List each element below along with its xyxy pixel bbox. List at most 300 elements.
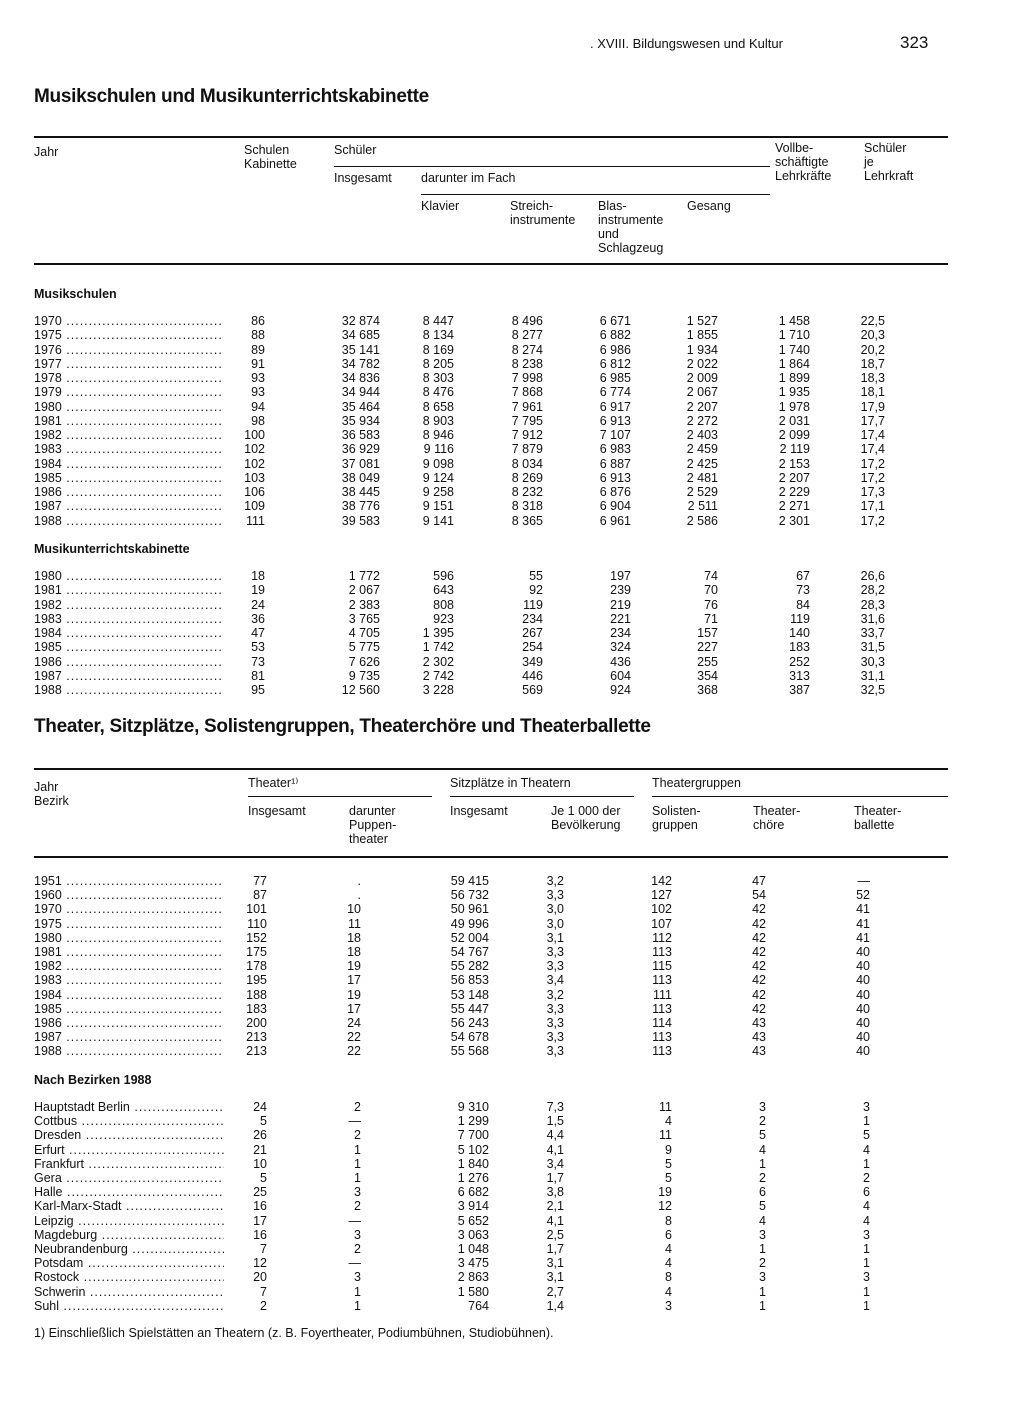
table-cell: 55 447 bbox=[450, 1001, 489, 1016]
table-cell: 3,0 bbox=[546, 916, 564, 931]
row-label: 1988 ..... bbox=[34, 1044, 224, 1058]
t1-section-musikschulen: Musikschulen bbox=[34, 287, 117, 301]
table-cell: 4 bbox=[863, 1199, 870, 1214]
table-row bbox=[0, 683, 1024, 697]
row-label: Leipzig ..... bbox=[34, 1214, 224, 1228]
table-cell: 18,3 bbox=[860, 371, 885, 385]
table-cell: 37 081 bbox=[341, 456, 380, 471]
table-cell: 49 996 bbox=[450, 916, 489, 931]
table-cell: 19 bbox=[347, 987, 361, 1002]
table-cell: 11 bbox=[348, 916, 361, 931]
table-row bbox=[0, 874, 1024, 888]
table-row bbox=[0, 598, 1024, 612]
table-row bbox=[0, 655, 1024, 669]
table-cell: — bbox=[348, 1256, 361, 1271]
table-cell: 3 bbox=[863, 1227, 870, 1242]
table-cell: 40 bbox=[856, 945, 870, 959]
table-cell: 1 bbox=[863, 1156, 870, 1171]
table-row bbox=[0, 988, 1024, 1002]
table-cell: 10 bbox=[347, 902, 361, 917]
table-cell: 17,4 bbox=[860, 428, 885, 442]
table-cell: 5 775 bbox=[348, 640, 380, 655]
t2-gruppen-rule bbox=[652, 796, 948, 797]
table-cell: 6 913 bbox=[599, 470, 631, 485]
table-cell: 100 bbox=[244, 428, 265, 442]
row-label: Neubrandenburg ..... bbox=[34, 1242, 224, 1256]
table-row bbox=[0, 328, 1024, 342]
table-cell: 17,2 bbox=[860, 456, 885, 471]
table-cell: 1 864 bbox=[778, 356, 810, 371]
table-cell: 7 961 bbox=[511, 399, 543, 414]
row-label: 1970 ..... bbox=[34, 902, 224, 916]
table-cell: 3 bbox=[354, 1227, 361, 1242]
table-cell: 42 bbox=[752, 930, 766, 945]
row-label: 1980 ..... bbox=[34, 400, 224, 414]
row-label: 1970 ..... bbox=[34, 314, 224, 328]
table-cell: 5 102 bbox=[457, 1142, 489, 1157]
table-cell: 19 bbox=[658, 1185, 672, 1200]
table-cell: 1 458 bbox=[778, 314, 810, 328]
table-cell: 38 049 bbox=[341, 470, 380, 485]
table-cell: 89 bbox=[251, 342, 265, 357]
table-cell: 87 bbox=[253, 888, 267, 903]
table-cell: 2 459 bbox=[686, 442, 718, 457]
t2-head-choere: Theater- chöre bbox=[753, 804, 801, 832]
table-row bbox=[0, 888, 1024, 902]
table-cell: 6 682 bbox=[457, 1185, 489, 1200]
table-cell: 1 934 bbox=[686, 342, 718, 357]
table-cell: 7 868 bbox=[511, 385, 543, 400]
table-cell: 4 bbox=[863, 1213, 870, 1228]
table-cell: 1 395 bbox=[422, 626, 454, 640]
table-cell: 34 685 bbox=[341, 328, 380, 343]
table-cell: 195 bbox=[246, 973, 267, 988]
table-cell: 9 151 bbox=[422, 499, 454, 514]
table-cell: 8 269 bbox=[511, 470, 543, 485]
table-cell: 3,1 bbox=[546, 1256, 564, 1271]
table-cell: 3 bbox=[354, 1270, 361, 1285]
row-label: Magdeburg ..... bbox=[34, 1228, 224, 1242]
table-cell: 22 bbox=[347, 1030, 361, 1045]
table-row bbox=[0, 385, 1024, 399]
table-cell: 9 124 bbox=[422, 470, 454, 485]
table-cell: 127 bbox=[651, 888, 672, 903]
table-cell: 923 bbox=[433, 611, 454, 626]
table-cell: 113 bbox=[652, 945, 672, 959]
table-row bbox=[0, 569, 1024, 583]
t1-head-schueler: Schüler bbox=[334, 143, 377, 157]
table-cell: 8 658 bbox=[422, 399, 454, 414]
table-cell: 56 243 bbox=[450, 1016, 489, 1030]
table-cell: 1 855 bbox=[686, 328, 718, 343]
table-cell: 2 586 bbox=[686, 513, 718, 528]
table-cell: 19 bbox=[347, 959, 361, 974]
table-cell: 178 bbox=[246, 959, 267, 974]
table-cell: 2 bbox=[354, 1242, 361, 1256]
table-cell: 8 903 bbox=[422, 413, 454, 428]
table-cell: 24 bbox=[253, 1100, 267, 1114]
t1-head-blas: Blas- instrumente und Schlagzeug bbox=[598, 199, 664, 255]
table-cell: 7 700 bbox=[457, 1128, 489, 1143]
table-cell: 3 bbox=[759, 1100, 766, 1114]
table-cell: 40 bbox=[856, 973, 870, 988]
row-label: 1981 ..... bbox=[34, 414, 224, 428]
table-cell: 113 bbox=[652, 1044, 672, 1059]
table-row bbox=[0, 1256, 1024, 1270]
row-label: 1986 ..... bbox=[34, 655, 224, 669]
table-cell: 8 232 bbox=[511, 485, 543, 499]
table-cell: 8 365 bbox=[511, 513, 543, 528]
table-cell: 1 bbox=[354, 1298, 361, 1313]
row-label: 1951 ..... bbox=[34, 874, 224, 888]
row-label: 1984 ..... bbox=[34, 988, 224, 1002]
row-label: Rostock ..... bbox=[34, 1270, 224, 1284]
table-row bbox=[0, 1270, 1024, 1284]
row-label: 1986 ..... bbox=[34, 1016, 224, 1030]
table-row bbox=[0, 1030, 1024, 1044]
t1-head-jahr: Jahr bbox=[34, 145, 59, 159]
table-cell: 32,5 bbox=[860, 683, 885, 697]
row-label: 1985 ..... bbox=[34, 1002, 224, 1016]
table-cell: 7 998 bbox=[511, 371, 543, 385]
table-cell: 596 bbox=[433, 569, 454, 583]
table-cell: 267 bbox=[522, 626, 543, 640]
table-cell: 111 bbox=[245, 513, 265, 528]
row-label: 1987 ..... bbox=[34, 1030, 224, 1044]
table-cell: 2 bbox=[759, 1171, 766, 1185]
table-cell: 34 944 bbox=[341, 385, 380, 400]
table-cell: 92 bbox=[529, 583, 543, 598]
table-cell: 213 bbox=[246, 1030, 267, 1045]
table-cell: 1 bbox=[863, 1284, 870, 1299]
table-cell: 31,5 bbox=[860, 640, 885, 655]
table-row bbox=[0, 1199, 1024, 1213]
table-cell: 368 bbox=[697, 683, 718, 697]
table-cell: 115 bbox=[652, 959, 672, 974]
table-cell: 8 169 bbox=[422, 342, 454, 357]
table-cell: 2 272 bbox=[686, 413, 718, 428]
row-label: 1981 ..... bbox=[34, 945, 224, 959]
table-cell: 1 bbox=[354, 1142, 361, 1157]
table-cell: 349 bbox=[522, 654, 543, 669]
table-cell: 2 403 bbox=[686, 428, 718, 442]
table-cell: 8 496 bbox=[511, 314, 543, 328]
table2-title: Theater, Sitzplätze, Solistengruppen, Theaterchöre und Theaterballette bbox=[34, 716, 651, 737]
table-row bbox=[0, 1228, 1024, 1242]
table-cell: 5 bbox=[665, 1171, 672, 1185]
table-cell: 808 bbox=[433, 597, 454, 612]
table-cell: 112 bbox=[652, 930, 672, 945]
table-cell: 54 678 bbox=[450, 1030, 489, 1045]
t2-theater-rule bbox=[248, 796, 432, 797]
table-cell: 28,2 bbox=[860, 583, 885, 598]
table-cell: 70 bbox=[704, 583, 718, 598]
table-cell: 36 929 bbox=[341, 442, 380, 457]
row-label: 1982 ..... bbox=[34, 428, 224, 442]
t2-sitz-rule bbox=[450, 796, 634, 797]
table-cell: 3 bbox=[863, 1270, 870, 1285]
table-cell: 9 735 bbox=[348, 668, 380, 683]
table-cell: 35 934 bbox=[341, 413, 380, 428]
table-cell: 71 bbox=[704, 611, 718, 626]
table-cell: 227 bbox=[697, 640, 718, 655]
row-label: 1981 ..... bbox=[34, 583, 224, 597]
table-cell: 4,1 bbox=[546, 1213, 564, 1228]
table-cell: 7,3 bbox=[546, 1100, 564, 1114]
table-cell: 1 527 bbox=[686, 314, 718, 328]
table-cell: 3 475 bbox=[457, 1256, 489, 1271]
table-cell: 36 bbox=[251, 611, 265, 626]
page-number: 323 bbox=[900, 33, 929, 52]
row-label: 1979 ..... bbox=[34, 385, 224, 399]
table-cell: 436 bbox=[610, 654, 631, 669]
table-cell: 140 bbox=[789, 626, 810, 640]
table-cell: 4 bbox=[665, 1284, 672, 1299]
table-cell: 213 bbox=[246, 1044, 267, 1059]
table-cell: 53 148 bbox=[450, 987, 489, 1002]
table-cell: 3,1 bbox=[546, 1270, 564, 1285]
table-cell: 4 705 bbox=[348, 626, 380, 640]
table-cell: 18 bbox=[251, 569, 265, 583]
table-cell: 17 bbox=[347, 1001, 361, 1016]
table-cell: 33,7 bbox=[860, 626, 885, 640]
table-cell: 42 bbox=[752, 959, 766, 974]
table-cell: 5 bbox=[665, 1156, 672, 1171]
table-cell: 17 bbox=[347, 973, 361, 988]
table-cell: 52 004 bbox=[450, 930, 489, 945]
table-cell: 3,2 bbox=[546, 987, 564, 1002]
table-cell: 2 481 bbox=[686, 470, 718, 485]
table-cell: 3,8 bbox=[546, 1185, 564, 1200]
row-label: 1983 ..... bbox=[34, 973, 224, 987]
table-cell: 1 bbox=[759, 1298, 766, 1313]
table-cell: 56 853 bbox=[450, 973, 489, 988]
table-cell: 30,3 bbox=[860, 654, 885, 669]
table-cell: 569 bbox=[522, 683, 543, 697]
table-cell: 113 bbox=[652, 1001, 672, 1016]
table-cell: 1 bbox=[863, 1114, 870, 1129]
table-cell: 221 bbox=[610, 611, 631, 626]
table-cell: 88 bbox=[251, 328, 265, 343]
row-label: 1986 ..... bbox=[34, 485, 224, 499]
table-cell: 4 bbox=[863, 1142, 870, 1157]
table-cell: 3,4 bbox=[546, 973, 564, 988]
table-cell: 8 bbox=[665, 1213, 672, 1228]
table-cell: 32 874 bbox=[341, 314, 380, 328]
table-row bbox=[0, 669, 1024, 683]
table-cell: 1 276 bbox=[457, 1171, 489, 1185]
table-cell: 2,5 bbox=[546, 1227, 564, 1242]
t2-head-jahr: Jahr Bezirk bbox=[34, 780, 69, 808]
table-cell: 5 bbox=[759, 1128, 766, 1143]
table2-head-rule bbox=[34, 856, 948, 858]
row-label: 1975 ..... bbox=[34, 917, 224, 931]
table-cell: 8 447 bbox=[422, 314, 454, 328]
table-row bbox=[0, 471, 1024, 485]
table-cell: 40 bbox=[856, 1044, 870, 1059]
table-cell: 7 bbox=[260, 1242, 267, 1256]
table-cell: 7 912 bbox=[511, 428, 543, 442]
table-cell: 354 bbox=[697, 668, 718, 683]
table-row bbox=[0, 931, 1024, 945]
row-label: Erfurt ..... bbox=[34, 1143, 224, 1157]
table-cell: 1 772 bbox=[348, 569, 380, 583]
table-cell: 35 464 bbox=[341, 399, 380, 414]
row-label: 1988 ..... bbox=[34, 683, 224, 697]
table-cell: 35 141 bbox=[341, 342, 380, 357]
table-cell: 12 560 bbox=[341, 683, 380, 697]
table-row bbox=[0, 1016, 1024, 1030]
t2-section-bezirke: Nach Bezirken 1988 bbox=[34, 1073, 152, 1087]
table-cell: 175 bbox=[246, 945, 267, 959]
table-cell: 8 274 bbox=[511, 342, 543, 357]
table-cell: 74 bbox=[704, 569, 718, 583]
table-cell: 26,6 bbox=[860, 569, 885, 583]
table-cell: 102 bbox=[651, 902, 672, 917]
table-row bbox=[0, 959, 1024, 973]
table-row bbox=[0, 902, 1024, 916]
table-row bbox=[0, 583, 1024, 597]
table-row bbox=[0, 485, 1024, 499]
table-cell: 17 bbox=[253, 1213, 267, 1228]
table-cell: 2 742 bbox=[422, 668, 454, 683]
table-cell: 6 671 bbox=[599, 314, 631, 328]
table-cell: 34 836 bbox=[341, 371, 380, 385]
table-cell: 3 063 bbox=[457, 1227, 489, 1242]
table-cell: 1 299 bbox=[457, 1114, 489, 1129]
table-cell: 12 bbox=[253, 1256, 267, 1271]
table-cell: 219 bbox=[610, 597, 631, 612]
table-row bbox=[0, 499, 1024, 513]
table-cell: 3,3 bbox=[546, 1030, 564, 1045]
table-cell: 34 782 bbox=[341, 356, 380, 371]
table-cell: 2,7 bbox=[546, 1284, 564, 1299]
table-cell: 1 bbox=[863, 1298, 870, 1313]
table-cell: 17,1 bbox=[860, 499, 885, 514]
table-cell: — bbox=[857, 874, 870, 888]
table-cell: 18,7 bbox=[860, 356, 885, 371]
table-cell: 8 476 bbox=[422, 385, 454, 400]
table-cell: 1 899 bbox=[778, 371, 810, 385]
table-cell: 76 bbox=[704, 597, 718, 612]
table-row bbox=[0, 1171, 1024, 1185]
table-cell: 93 bbox=[251, 371, 265, 385]
table-cell: . bbox=[357, 874, 361, 888]
table-cell: 11 bbox=[659, 1128, 672, 1143]
table-cell: — bbox=[348, 1213, 361, 1228]
table-cell: 2 207 bbox=[778, 470, 810, 485]
row-label: Gera ..... bbox=[34, 1171, 224, 1185]
table-cell: 6 961 bbox=[599, 513, 631, 528]
table-cell: 2 529 bbox=[686, 485, 718, 499]
table-cell: 1 bbox=[759, 1156, 766, 1171]
table-cell: 3,2 bbox=[546, 874, 564, 888]
row-label: 1987 ..... bbox=[34, 499, 224, 513]
t2-head-puppen: darunter Puppen- theater bbox=[349, 804, 397, 846]
table-cell: 3 765 bbox=[348, 611, 380, 626]
table-cell: 2 bbox=[759, 1114, 766, 1129]
row-label: 1975 ..... bbox=[34, 328, 224, 342]
table-cell: 9 258 bbox=[422, 485, 454, 499]
table-cell: 387 bbox=[789, 683, 810, 697]
table-cell: 2 119 bbox=[779, 442, 810, 457]
table-cell: 7 879 bbox=[511, 442, 543, 457]
table-cell: 47 bbox=[251, 626, 265, 640]
table-cell: 36 583 bbox=[341, 428, 380, 442]
table-cell: 40 bbox=[856, 1016, 870, 1030]
table-cell: 2 067 bbox=[686, 385, 718, 400]
table-row bbox=[0, 1214, 1024, 1228]
table-cell: 52 bbox=[856, 888, 870, 903]
table-cell: 119 bbox=[523, 597, 543, 612]
table-cell: 102 bbox=[244, 442, 265, 457]
row-label: Halle ..... bbox=[34, 1185, 224, 1199]
table-cell: 59 415 bbox=[450, 874, 489, 888]
table-row bbox=[0, 626, 1024, 640]
table-cell: 38 445 bbox=[341, 485, 380, 499]
table-row bbox=[0, 514, 1024, 528]
table-cell: 26 bbox=[253, 1128, 267, 1143]
table-cell: 6 812 bbox=[599, 356, 631, 371]
t1-head-gesang: Gesang bbox=[687, 199, 731, 213]
table-cell: 2 099 bbox=[778, 428, 810, 442]
table-cell: 55 bbox=[529, 569, 543, 583]
row-label: Karl-Marx-Stadt ..... bbox=[34, 1199, 224, 1213]
table-cell: 47 bbox=[752, 874, 766, 888]
table-cell: 40 bbox=[856, 1001, 870, 1016]
t1-head-vollbe: Vollbe- schäftigte Lehrkräfte bbox=[775, 141, 832, 183]
table1-top-rule bbox=[34, 136, 948, 138]
table-cell: 2 bbox=[354, 1128, 361, 1143]
table-cell: 42 bbox=[752, 973, 766, 988]
table-row bbox=[0, 1002, 1024, 1016]
table-cell: 31,1 bbox=[860, 668, 885, 683]
row-label: Dresden ..... bbox=[34, 1128, 224, 1142]
table-cell: 17,3 bbox=[860, 485, 885, 499]
table-cell: 3 bbox=[665, 1298, 672, 1313]
t2-head-sitz-insgesamt: Insgesamt bbox=[450, 804, 508, 818]
row-label: 1982 ..... bbox=[34, 959, 224, 973]
table-row bbox=[0, 640, 1024, 654]
table-cell: 2 229 bbox=[778, 485, 810, 499]
table-cell: 38 776 bbox=[341, 499, 380, 514]
table-cell: 1 bbox=[354, 1171, 361, 1185]
table1-title: Musikschulen und Musikunterrichtskabinette bbox=[34, 86, 429, 107]
table-cell: 111 bbox=[652, 987, 672, 1002]
table-cell: 1 bbox=[354, 1156, 361, 1171]
table-cell: 183 bbox=[789, 640, 810, 655]
table-cell: 11 bbox=[659, 1100, 672, 1114]
table-cell: 446 bbox=[522, 668, 543, 683]
table-cell: 73 bbox=[251, 654, 265, 669]
row-label: Suhl ..... bbox=[34, 1299, 224, 1313]
table-cell: 6 913 bbox=[599, 413, 631, 428]
table-cell: 313 bbox=[789, 668, 810, 683]
table-cell: 2,1 bbox=[546, 1199, 564, 1214]
table-cell: 67 bbox=[796, 569, 810, 583]
t1-head-schulen: Schulen Kabinette bbox=[244, 143, 297, 171]
table-cell: 5 bbox=[863, 1128, 870, 1143]
table-cell: 42 bbox=[752, 945, 766, 959]
table-cell: 183 bbox=[246, 1001, 267, 1016]
table2-top-rule bbox=[34, 768, 948, 770]
table-cell: 2 031 bbox=[778, 413, 810, 428]
table-cell: 21 bbox=[253, 1142, 267, 1157]
table-cell: 77 bbox=[253, 874, 267, 888]
table-cell: 113 bbox=[652, 973, 672, 988]
table-cell: 234 bbox=[610, 626, 631, 640]
table-cell: 50 961 bbox=[450, 902, 489, 917]
